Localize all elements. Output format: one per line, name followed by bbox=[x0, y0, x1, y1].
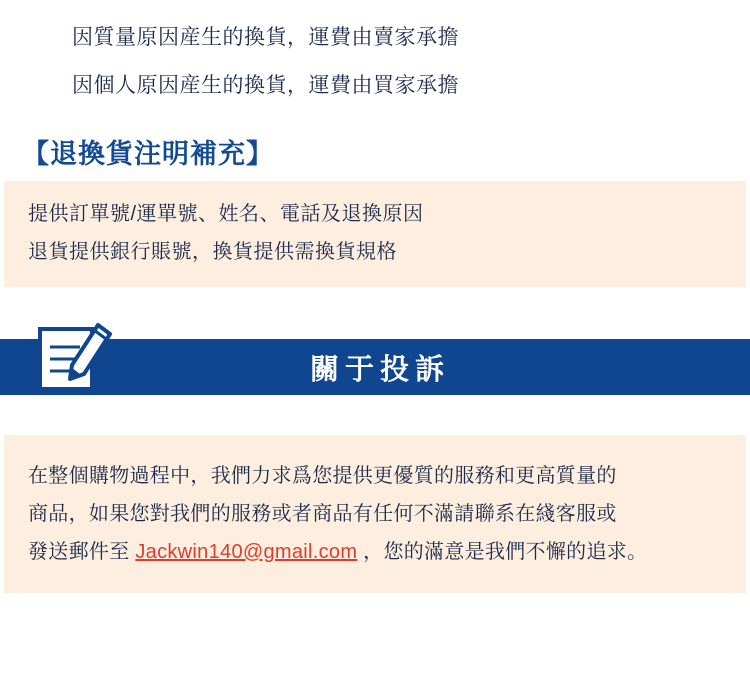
policy-line: 因個人原因産生的換貨，運費由買家承擔 bbox=[72, 74, 459, 97]
policy-line: 因質量原因産生的換貨，運費由賣家承擔 bbox=[72, 26, 459, 49]
banner-bar bbox=[0, 339, 750, 395]
banner-title: 關于投訴 bbox=[309, 353, 450, 386]
note-line: 提供訂單號/運單號、姓名、電話及退換原因 bbox=[28, 203, 424, 225]
paragraph-text-suffix: ，您的滿意是我們不懈的追求。 bbox=[363, 541, 648, 563]
complaint-paragraph-block bbox=[4, 435, 746, 593]
support-email-link[interactable]: Jackwin140@gmail.com bbox=[135, 541, 358, 563]
pencil-notepad-icon bbox=[36, 313, 112, 393]
complaint-banner bbox=[0, 339, 750, 401]
paragraph-line-with-email bbox=[4, 533, 746, 571]
note-block bbox=[4, 181, 746, 287]
paragraph-line: 在整個購物過程中，我們力求爲您提供更優質的服務和更高質量的 bbox=[28, 465, 617, 487]
paragraph-text-prefix: 發送郵件至 bbox=[28, 541, 130, 563]
paragraph-line: 商品，如果您對我們的服務或者商品有任何不滿請聯系在綫客服或 bbox=[28, 503, 617, 525]
policy-lines bbox=[0, 0, 750, 110]
note-line: 退貨提供銀行賬號，換貨提供需換貨規格 bbox=[28, 241, 397, 263]
note-section-heading: 【退換貨注明補充】 bbox=[22, 139, 274, 169]
